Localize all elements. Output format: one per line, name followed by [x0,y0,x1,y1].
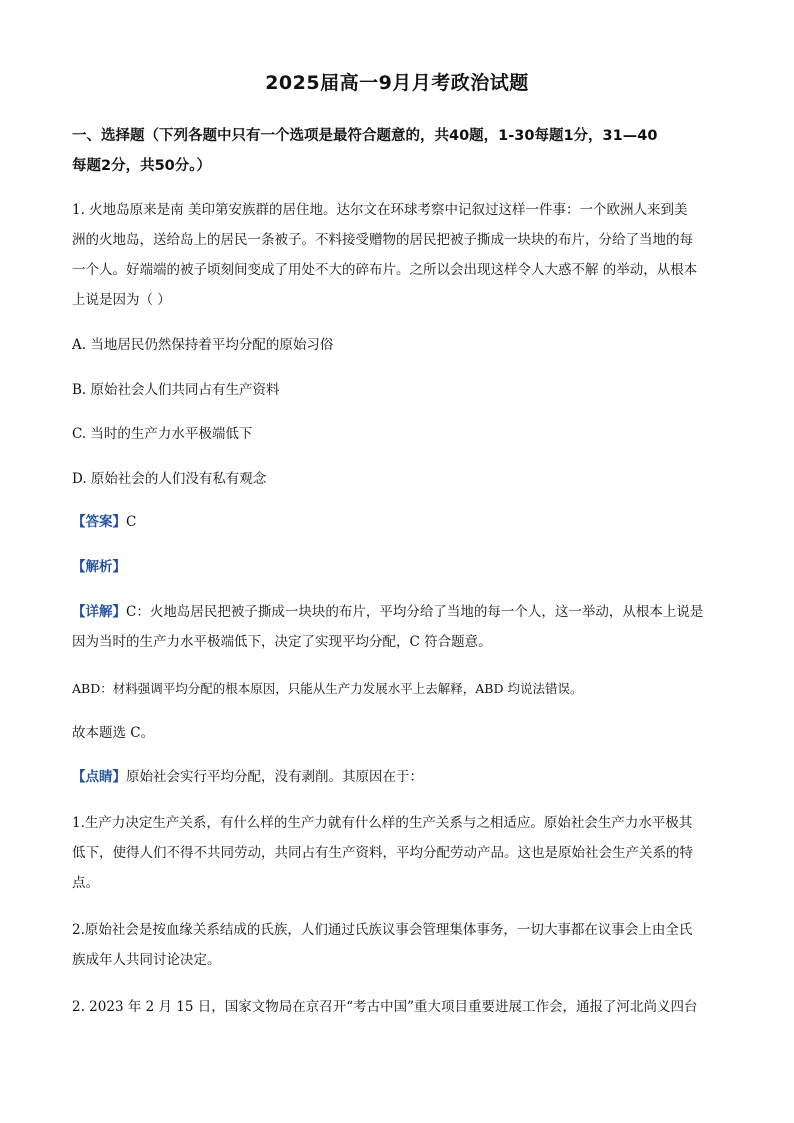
detail-block [72,597,724,657]
analysis-tag: 【解析】 [72,559,126,575]
stem-line: 洲的火地岛，送给岛上的居民一条被子。不料接受赠物的居民把被子撕成一块块的布片，分给了当地的每 [72,232,693,248]
stem-line: 上说是因为（ ） [72,292,171,308]
answer-value: C [126,514,137,530]
option-c: C. 当时的生产力水平极端低下 [72,426,253,442]
note-line: 族成年人共同讨论决定。 [72,952,221,968]
note-line: 1.生产力决定生产关系，有什么样的生产力就有什么样的生产关系与之相适应。原始社会生产力水平极其 [72,815,693,831]
note-line: 2.原始社会是按血缘关系结成的氏族，人们通过氏族议事会管理集体事务，一切大事都在议事会上由全氏 [72,922,693,938]
note-line: 点。 [72,875,99,891]
section-heading-line: 每题2分，共50分。） [72,158,212,174]
option-d: D. 原始社会的人们没有私有观念 [72,471,267,487]
option-b: B. 原始社会人们共同占有生产资料 [72,382,280,398]
stem-line: 2. 2023 年 2 月 15 日，国家文物局在京召开“考古中国”重大项目重要进展工作会，通报了河北尚义四台 [72,999,698,1015]
note-point-1 [72,808,724,898]
abd-explanation: ABD：材料强调平均分配的根本原因，只能从生产力发展水平上去解释，ABD 均说法错误。 [72,681,583,696]
section-heading-line: 一、选择题（下列各题中只有一个选项是最符合题意的，共40题，1-30每题1分，31—40 [72,128,658,144]
conclusion: 故本题选 C。 [72,725,155,741]
answer-tag: 【答案】 [72,514,126,530]
detail-line: 因为当时的生产力水平极端低下，决定了实现平均分配，C 符合题意。 [72,634,492,650]
stem-line: 一个人。好端端的被子顷刻间变成了用处不大的碎布片。之所以会出现这样令人大惑不解 的举动，从根本 [72,262,698,278]
question-1-stem [72,195,724,315]
question-2-stem [72,992,724,1022]
detail-text: C：火地岛居民把被子撕成一块块的布片，平均分给了当地的每一个人，这一举动，从根本上说是 [126,604,704,620]
detail-line [72,597,724,627]
option-a: A. 当地居民仍然保持着平均分配的原始习俗 [72,337,334,353]
page-title: 2025届高一9月月考政治试题 [265,72,529,94]
note-line: 低下，使得人们不得不共同劳动，共同占有生产资料，平均分配劳动产品。这也是原始社会生产关系的特 [72,845,693,861]
note-tag: 【点睛】 [72,769,126,785]
analysis-line [72,555,724,579]
note-intro: 原始社会实行平均分配，没有剥削。其原因在于： [126,769,423,785]
note-line [72,765,724,789]
note-point-2 [72,915,724,975]
detail-tag: 【详解】 [72,604,126,620]
answer-line [72,510,724,534]
section-heading [72,121,724,181]
stem-line: 1. 火地岛原来是南 美印第安族群的居住地。达尔文在环球考察中记叙过这样一件事：一个欧洲人来到美 [72,202,688,218]
